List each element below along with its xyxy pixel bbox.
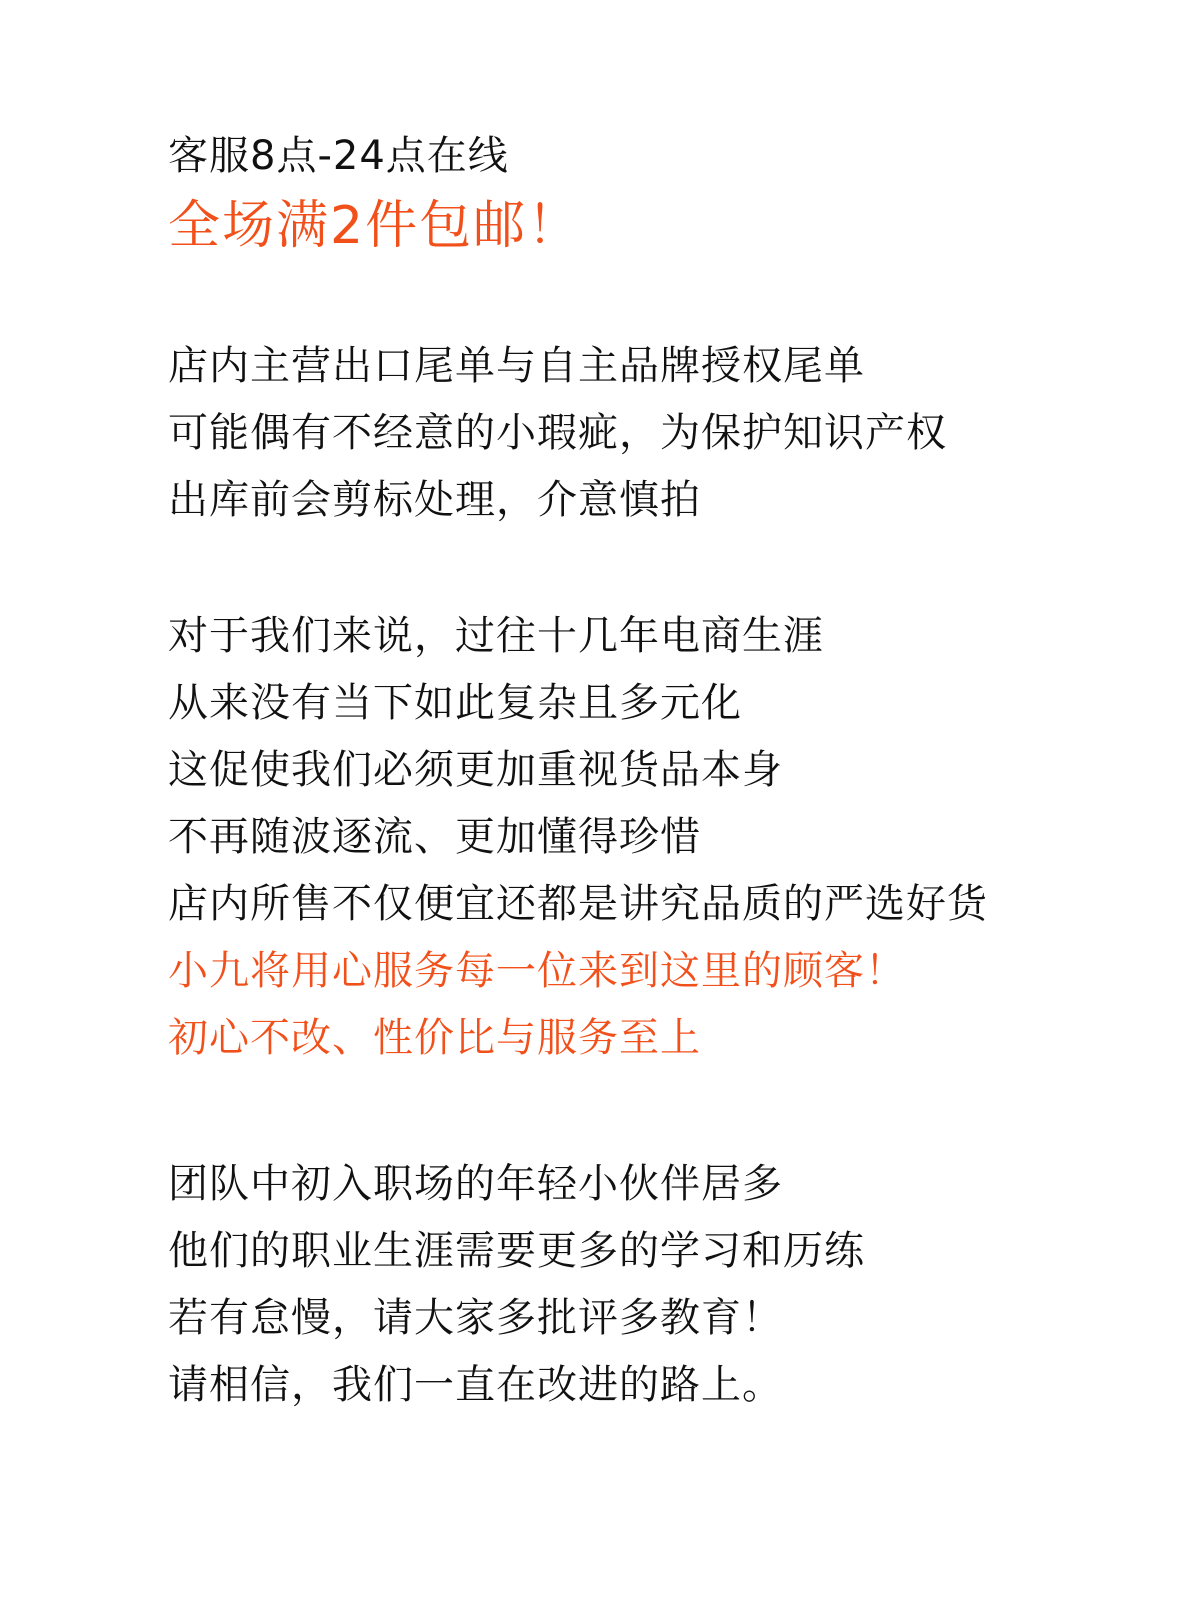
story-line-3: 这促使我们必须更加重视货品本身 [168,747,783,793]
story-line-2: 从来没有当下如此复杂且多元化 [168,680,742,726]
service-hours-text: 客服8点-24点在线 [168,133,509,179]
intro-line-1: 店内主营出口尾单与自主品牌授权尾单 [168,343,865,389]
story-line-5: 店内所售不仅便宜还都是讲究品质的严选好货 [168,881,988,927]
promo-headline: 全场满2件包邮！ [168,196,582,256]
intro-line-3: 出库前会剪标处理，介意慎拍 [168,477,701,523]
team-line-2: 他们的职业生涯需要更多的学习和历练 [168,1228,865,1274]
story-line-4: 不再随波逐流、更加懂得珍惜 [168,814,701,860]
story-highlight-2: 初心不改、性价比与服务至上 [168,1015,701,1061]
team-line-4: 请相信，我们一直在改进的路上。 [168,1362,783,1408]
intro-line-2: 可能偶有不经意的小瑕疵，为保护知识产权 [168,410,947,456]
story-line-1: 对于我们来说，过往十几年电商生涯 [168,613,824,659]
story-highlight-1: 小九将用心服务每一位来到这里的顾客！ [168,948,906,994]
team-line-3: 若有怠慢，请大家多批评多教育！ [168,1295,783,1341]
team-line-1: 团队中初入职场的年轻小伙伴居多 [168,1161,783,1207]
